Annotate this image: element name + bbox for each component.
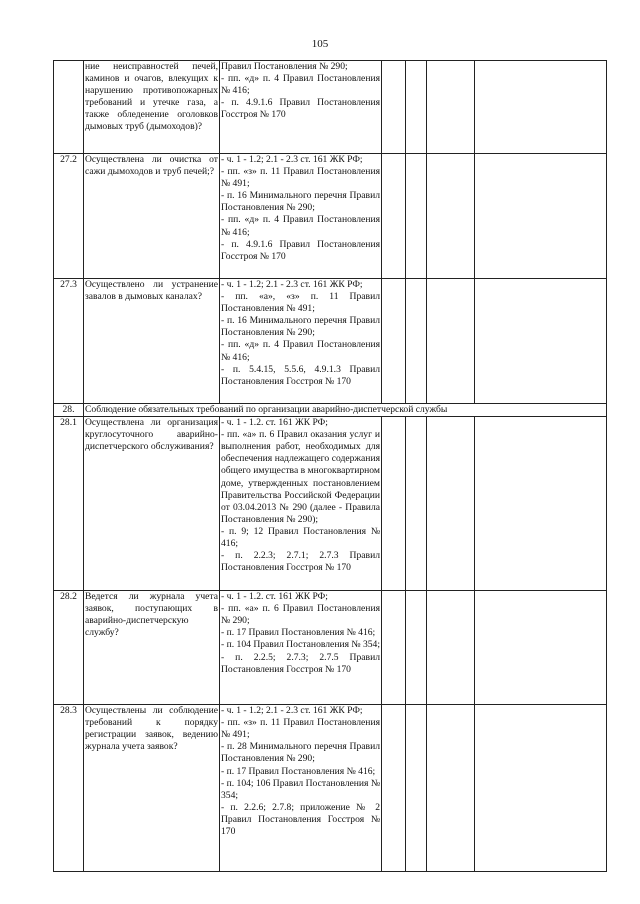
table-row [54,154,607,279]
reference-item: - п. 28 Минимального перечня Правил Постановления № 290; [221,741,380,765]
question-text: Осуществлено ли устранение завалов в дымовых каналах? [84,279,220,404]
table-row [54,417,607,591]
reference-item: - пп. «а» п. 6 Правил Постановления № 290; [221,603,380,627]
reference-item: - пп. «з» п. 11 Правил Постановления № 491; [221,166,380,190]
checklist-table [53,60,607,872]
answer-no-cell[interactable] [406,61,427,154]
reference-item: - пп. «з» п. 11 Правил Постановления № 491; [221,717,380,741]
reference-item: - пп. «д» п. 4 Правил Постановления № 416; [221,214,380,238]
reference-item: - п. 5.4.15, 5.5.6, 4.9.1.3 Правил Постановления Госстроя № 170 [221,363,380,387]
item-number: 27.3 [54,279,84,404]
reference-item: - ч. 1 - 1.2. ст. 161 ЖК РФ; [221,591,328,603]
section-row [54,404,607,417]
reference-item: - пп. «д» п. 4 Правил Постановления № 416; [221,73,380,97]
answer-yes-cell[interactable] [382,705,406,872]
answer-no-cell[interactable] [406,154,427,279]
legal-references [220,61,382,154]
answer-na-cell[interactable] [427,154,475,279]
question-text: Осуществлена ли организация круглосуточного аварийно-диспетчерского обслуживания? [84,417,220,591]
page-number: 105 [311,38,329,50]
answer-na-cell[interactable] [427,279,475,404]
reference-item: - ч. 1 - 1.2. ст. 161 ЖК РФ; [221,417,328,429]
reference-item: - ч. 1 - 1.2; 2.1 - 2.3 ст. 161 ЖК РФ; [221,705,363,717]
reference-item: - п. 2.2.6; 2.7.8; приложение № 2 Правил Постановления Госстроя № 170 [221,801,380,838]
legal-references [220,591,382,705]
section-title: Соблюдение обязательных требований по организации аварийно-диспетчерской службы [84,404,607,417]
table-row [54,279,607,404]
reference-item: - пп. «д» п. 4 Правил Постановления № 416; [221,339,380,363]
answer-yes-cell[interactable] [382,154,406,279]
answer-no-cell[interactable] [406,591,427,705]
notes-cell[interactable] [475,705,607,872]
answer-na-cell[interactable] [427,417,475,591]
answer-yes-cell[interactable] [382,591,406,705]
reference-item: - п. 4.9.1.6 Правил Постановления Госстроя № 170 [221,97,380,121]
notes-cell[interactable] [475,417,607,591]
legal-references [220,154,382,279]
reference-item: - п. 104; 106 Правил Постановления № 354; [221,777,381,801]
notes-cell[interactable] [475,279,607,404]
answer-yes-cell[interactable] [382,417,406,591]
reference-item: - пп. «а» п. 6 Правил оказания услуг и выполнения работ, необходимых для обеспечения надлежащего содержания общего имущества в многоквартирном доме, утвержденных постановлением Правительства Российской Федерации от 03.04.2013 № 290 (далее - Правила Постановления № 290); [221,429,380,525]
legal-references [220,279,382,404]
reference-item: - п. 4.9.1.6 Правил Постановления Госстроя № 170 [221,238,380,262]
answer-na-cell[interactable] [427,61,475,154]
item-number: 28.3 [54,705,84,872]
reference-item: - п. 17 Правил Постановления № 416; [221,765,376,777]
notes-cell[interactable] [475,591,607,705]
reference-item: - п. 16 Минимального перечня Правил Постановления № 290; [221,190,380,214]
answer-no-cell[interactable] [406,705,427,872]
table-row [54,705,607,872]
table-row [54,591,607,705]
item-number: 27.2 [54,154,84,279]
reference-item: - ч. 1 - 1.2; 2.1 - 2.3 ст. 161 ЖК РФ; [221,154,363,165]
notes-cell[interactable] [475,154,607,279]
question-text: Ведется ли журнала учета заявок, поступающих в аварийно-диспетчерскую службу? [84,591,220,705]
reference-item: - пп. «а», «з» п. 11 Правил Постановления № 491; [221,291,380,315]
table-row [54,61,607,154]
reference-item: - п. 17 Правил Постановления № 416; [221,627,376,639]
reference-item: - п. 2.2.5; 2.7.3; 2.7.5 Правил Постановления Госстроя № 170 [221,651,380,675]
legal-references [220,705,382,872]
reference-item: - п. 16 Минимального перечня Правил Постановления № 290; [221,315,380,339]
reference-item: - п. 9; 12 Правил Постановления № 416; [221,525,380,550]
reference-item: - п. 2.2.3; 2.7.1; 2.7.3 Правил Постановления Госстроя № 170 [221,550,380,574]
answer-no-cell[interactable] [406,417,427,591]
item-number: 28.1 [54,417,84,591]
answer-na-cell[interactable] [427,591,475,705]
item-number [54,61,84,154]
reference-item: - п. 104 Правил Постановления № 354; [221,639,381,651]
question-text: Осуществлена ли очистка от сажи дымоходов и труб печей;? [84,154,220,279]
answer-na-cell[interactable] [427,705,475,872]
notes-cell[interactable] [475,61,607,154]
answer-yes-cell[interactable] [382,279,406,404]
legal-references [220,417,382,591]
reference-item: Правил Постановления № 290; [221,61,348,72]
question-text: Осуществлены ли соблюдение требований к порядку регистрации заявок, ведению журнала учета заявок? [84,705,220,872]
question-text: ние неисправностей печей, каминов и очагов, влекущих к нарушению противопожарных требований и утечке газа, а также обледенение оголовков дымовых труб (дымоходов)? [84,61,220,154]
reference-item: - ч. 1 - 1.2; 2.1 - 2.3 ст. 161 ЖК РФ; [221,279,363,290]
item-number: 28. [54,404,84,417]
answer-no-cell[interactable] [406,279,427,404]
item-number: 28.2 [54,591,84,705]
answer-yes-cell[interactable] [382,61,406,154]
